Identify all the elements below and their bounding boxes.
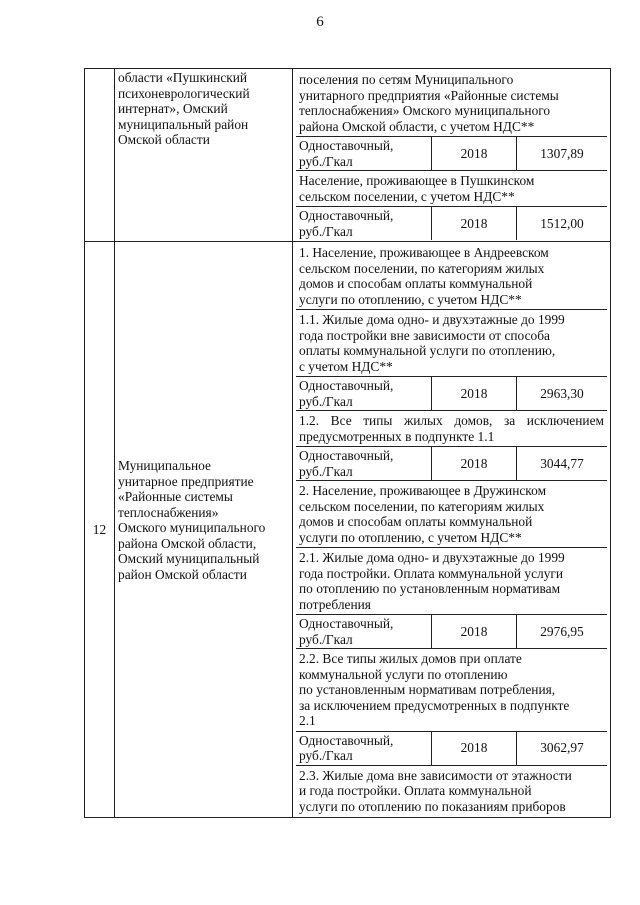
- tariff-year: 2018: [432, 447, 517, 480]
- tariff-table: [84, 68, 611, 818]
- text-line: 2.1. Жилые дома одно- и двухэтажные до 1999: [299, 550, 565, 565]
- tariff-value: 3044,77: [540, 455, 584, 471]
- tariff-value: 1512,00: [540, 215, 584, 231]
- tariff-year: 2018: [432, 377, 517, 410]
- tariff-unit-line: руб./Гкал: [299, 748, 353, 763]
- tariff-details-cell: [293, 69, 611, 242]
- tariff-type: [296, 447, 432, 480]
- text-line: 2.3. Жилые дома вне зависимости от этажности: [299, 767, 572, 783]
- tariff-unit-line: руб./Гкал: [299, 463, 353, 479]
- row-number: [85, 69, 115, 242]
- text-line: года постройки. Оплата коммунальной услуги: [299, 565, 564, 581]
- tariff-unit-line: руб./Гкал: [299, 631, 353, 647]
- text-line: оплаты коммунальной услуги по отоплению,: [299, 343, 556, 358]
- text-line: услуги по отоплению по показаниям приборов: [299, 798, 566, 814]
- text-line: и года постройки. Оплата коммунальной: [299, 783, 532, 798]
- tariff-unit-line: руб./Гкал: [299, 393, 353, 409]
- tariff-year: 2018: [432, 207, 517, 240]
- tariff-rate-row: [296, 446, 607, 480]
- tariff-type-line: Одноставочный,: [299, 208, 394, 223]
- consumer-group-text: [296, 309, 607, 376]
- text-line: домов и способам оплаты коммунальной: [299, 514, 533, 529]
- text-line: за исключением предусмотренных в подпункте: [299, 697, 570, 713]
- tariff-value: 3062,97: [540, 740, 584, 756]
- text-line: года постройки вне зависимости от способа: [299, 327, 550, 343]
- text-line: 1.2. Все типы жилых домов, за исключением: [299, 413, 604, 428]
- text-line: района Омской области, с учетом НДС**: [299, 118, 535, 134]
- organization-line: психоневрологический: [118, 85, 250, 101]
- text-line: 2.2. Все типы жилых домов при оплате: [299, 651, 522, 666]
- tariff-type: [296, 732, 432, 765]
- table-row: [85, 242, 611, 818]
- tariff-type-line: Одноставочный,: [299, 138, 394, 153]
- text-line: сельском поселении, по категориям жилых: [299, 498, 545, 514]
- tariff-value: 2963,30: [540, 385, 584, 401]
- tariff-unit-line: руб./Гкал: [299, 153, 353, 169]
- organization-cell: [115, 242, 293, 818]
- text-line: 2. Население, проживающее в Дружинском: [299, 483, 547, 498]
- organization-line: унитарное предприятие: [118, 473, 254, 489]
- organization-line: Омского муниципального: [118, 520, 266, 535]
- tariff-rate-row: [296, 731, 607, 765]
- text-line: 1.1. Жилые дома одно- и двухэтажные до 1999: [299, 312, 565, 327]
- text-line: с учетом НДС**: [299, 358, 393, 374]
- tariff-rate-row: [296, 206, 607, 240]
- tariff-value: 1307,89: [540, 145, 584, 161]
- tariff-type: [296, 377, 432, 410]
- organization-line: интернат», Омский: [118, 101, 228, 116]
- page-number: 6: [316, 14, 324, 30]
- text-line: 2.1: [299, 713, 316, 728]
- consumer-group-text: [296, 243, 607, 309]
- text-line: теплоснабжения» Омского муниципального: [299, 103, 551, 118]
- tariff-type-line: Одноставочный,: [299, 448, 394, 463]
- organization-line: муниципальный район: [118, 116, 249, 132]
- tariff-type: [296, 137, 432, 170]
- consumer-group-text: [296, 410, 607, 446]
- tariff-year: 2018: [432, 615, 517, 648]
- organization-line: район Омской области: [118, 566, 247, 582]
- tariff-type-line: Одноставочный,: [299, 732, 394, 748]
- organization-line: области «Пушкинский: [118, 70, 248, 85]
- text-line: Население, проживающее в Пушкинском: [299, 173, 535, 188]
- organization-line: Омский муниципальный: [118, 551, 260, 566]
- tariff-value: 2976,95: [540, 623, 584, 639]
- row-number: 12: [85, 242, 115, 818]
- organization-cell: [115, 69, 293, 242]
- text-line: унитарного предприятия «Районные системы: [299, 87, 559, 103]
- text-line: услуги по отоплению, с учетом НДС**: [299, 291, 522, 307]
- consumer-group-text: [296, 547, 607, 614]
- tariff-year: 2018: [432, 137, 517, 170]
- tariff-details-cell: [293, 242, 611, 818]
- organization-line: Омской области: [118, 132, 210, 147]
- text-line: предусмотренных в подпункте 1.1: [299, 428, 495, 444]
- tariff-type-line: Одноставочный,: [299, 378, 394, 393]
- text-line: домов и способам оплаты коммунальной: [299, 276, 533, 291]
- text-line: по отоплению по установленным нормативам: [299, 581, 561, 596]
- tariff-type: [296, 207, 432, 240]
- consumer-group-text: [296, 170, 607, 206]
- text-line: сельском поселении, с учетом НДС**: [299, 188, 515, 204]
- tariff-rate-row: [296, 136, 607, 170]
- text-line: по установленным нормативам потребления,: [299, 682, 556, 697]
- tariff-rate-row: [296, 376, 607, 410]
- text-line: потребления: [299, 596, 371, 612]
- tariff-type-line: Одноставочный,: [299, 616, 394, 631]
- tariff-rate-row: [296, 614, 607, 648]
- text-line: коммунальной услуги по отоплению: [299, 666, 508, 682]
- organization-line: Муниципальное: [118, 458, 211, 473]
- text-line: услуги по отоплению, с учетом НДС**: [299, 529, 522, 545]
- organization-line: теплоснабжения»: [118, 504, 219, 520]
- consumer-group-text: [296, 648, 607, 731]
- table-row: [85, 69, 611, 242]
- consumer-group-text: [296, 765, 607, 817]
- organization-line: «Районные системы: [118, 489, 233, 504]
- text-line: сельском поселении, по категориям жилых: [299, 260, 545, 276]
- consumer-group-text: [296, 480, 607, 547]
- tariff-year: 2018: [432, 732, 517, 765]
- text-line: 1. Население, проживающее в Андреевском: [299, 245, 549, 260]
- text-line: поселения по сетям Муниципального: [299, 72, 514, 87]
- tariff-unit-line: руб./Гкал: [299, 223, 353, 239]
- tariff-type: [296, 615, 432, 648]
- consumer-group-text: [296, 70, 607, 136]
- organization-line: района Омской области,: [118, 535, 257, 551]
